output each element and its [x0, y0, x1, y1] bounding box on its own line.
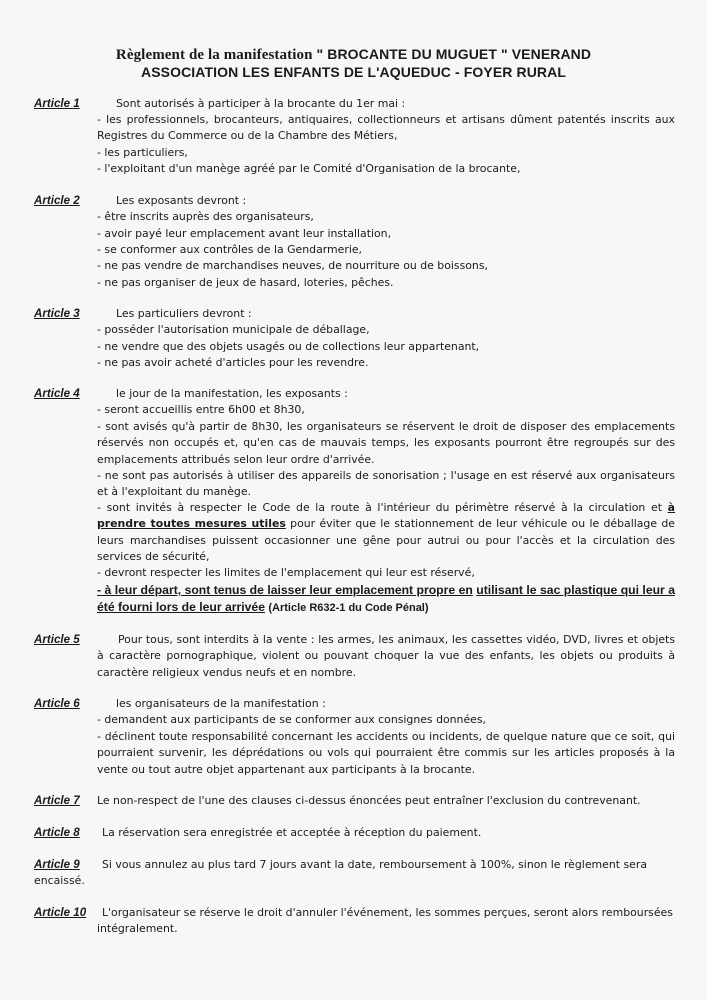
- article-label: Article 8: [34, 826, 80, 839]
- title-event: " BROCANTE DU MUGUET " VENERAND: [312, 46, 592, 62]
- article-item: - avoir payé leur emplacement avant leur installation,: [97, 227, 392, 240]
- title-prefix: Règlement de la manifestation: [115, 47, 313, 63]
- emphasis-text: utilisant le sac plastique qui leur a été fourni lors de leur arrivée: [97, 583, 676, 614]
- article-item: - seront accueillis entre 6h00 et 8h30,: [97, 403, 305, 416]
- article-item: - l'exploitant d'un manège agréé par le Comité d'Organisation de la brocante,: [97, 162, 521, 175]
- article-item: - sont avisés qu'à partir de 8h30, les organisateurs se réservent le droit de disposer des emplacements réservés non occupés et, qu'en cas de mauvais temps, les exposants pourront être regroupés sur des emplacements attribués selon leur ordre d'arrivée.: [97, 420, 675, 466]
- article-label: Article 1: [34, 97, 80, 110]
- article-label: Article 2: [34, 194, 80, 207]
- article-item: - demandent aux participants de se conformer aux consignes données,: [97, 713, 486, 726]
- article-emphasis: [97, 582, 675, 616]
- emphasis-text: à prendre toutes mesures utiles: [97, 501, 675, 531]
- article-text-continued: encaissé.: [34, 874, 85, 887]
- article-text: L'organisateur se réserve le droit d'annuler l'événement, les sommes perçues, seront alors remboursées: [102, 906, 673, 919]
- article-label: Article 9: [34, 858, 80, 871]
- article-item: - se conformer aux contrôles de la Gendarmerie,: [97, 243, 363, 256]
- article-item: - ne sont pas autorisés à utiliser des appareils de sonorisation ; l'usage en est réservé aux organisateurs et à l'exploitant du manège.: [97, 469, 675, 499]
- article-text: pour éviter que le stationnement de leur véhicule ou le déballage de leurs marchandises puissent occasionner une gêne pour autrui ou pour l'accès et la circulation des services de sécurité,: [97, 517, 675, 563]
- article-text: La réservation sera enregistrée et acceptée à réception du paiement.: [102, 826, 482, 839]
- emphasis-text: - à leur départ, sont tenus de laisser leur emplacement propre en: [97, 583, 473, 597]
- article-item: - ne pas avoir acheté d'articles pour les revendre.: [97, 356, 369, 369]
- article-text: Si vous annulez au plus tard 7 jours avant la date, remboursement à 100%, sinon le règlement sera: [102, 858, 647, 871]
- article-item: - les particuliers,: [97, 146, 188, 159]
- article-item: - les professionnels, brocanteurs, antiquaires, collectionneurs et artisans dûment patentés inscrits aux Registres du Commerce ou de la Chambre des Métiers,: [97, 113, 675, 143]
- article-item: - être inscrits auprès des organisateurs,: [97, 210, 314, 223]
- article-text: Le non-respect de l'une des clauses ci-dessus énoncées peut entraîner l'exclusion du contrevenant.: [97, 794, 641, 807]
- article-text-continued: intégralement.: [97, 922, 178, 935]
- document-title: [0, 46, 707, 64]
- article-intro: Sont autorisés à participer à la brocante du 1er mai :: [116, 97, 406, 110]
- article-label: Article 4: [34, 387, 80, 400]
- article-intro: le jour de la manifestation, les exposants :: [116, 387, 348, 400]
- article-intro: les organisateurs de la manifestation :: [116, 697, 326, 710]
- article-item: - ne pas vendre de marchandises neuves, de nourriture ou de boissons,: [97, 259, 488, 272]
- article-label: Article 3: [34, 307, 80, 320]
- article-text: Pour tous, sont interdits à la vente : les armes, les animaux, les cassettes vidéo, DVD, livres et objets à caractère pornographique, violent ou pouvant choquer la vue des enfants, les objets ou produits à caractère religieux vendus neufs et en nombre.: [97, 633, 675, 679]
- article-item: [97, 500, 675, 565]
- legal-reference: (Article R632-1 du Code Pénal): [268, 601, 429, 614]
- article-intro: Les exposants devront :: [116, 194, 247, 207]
- document-subtitle: ASSOCIATION LES ENFANTS DE L'AQUEDUC - FOYER RURAL: [141, 64, 566, 80]
- article-item: - devront respecter les limites de l'emplacement qui leur est réservé,: [97, 566, 475, 579]
- article-item: - ne pas organiser de jeux de hasard, loteries, pêches.: [97, 276, 394, 289]
- article-item: - déclinent toute responsabilité concernant les accidents ou incidents, de quelque nature que ce soit, qui pourraient survenir, les déprédations ou vols qui pourraient être commis sur les articles proposés à la vente ou tout autre objet appartenant aux participants à la brocante.: [97, 730, 675, 776]
- article-item: - ne vendre que des objets usagés ou de collections leur appartenant,: [97, 340, 480, 353]
- article-item: - posséder l'autorisation municipale de déballage,: [97, 323, 370, 336]
- article-intro: Les particuliers devront :: [116, 307, 252, 320]
- article-text: - sont invités à respecter le Code de la route à l'intérieur du périmètre réservé à la circulation et: [97, 501, 668, 514]
- article-label: Article 5: [34, 633, 80, 646]
- article-label: Article 10: [34, 906, 87, 919]
- article-label: Article 6: [34, 697, 80, 710]
- article-label: Article 7: [34, 794, 80, 807]
